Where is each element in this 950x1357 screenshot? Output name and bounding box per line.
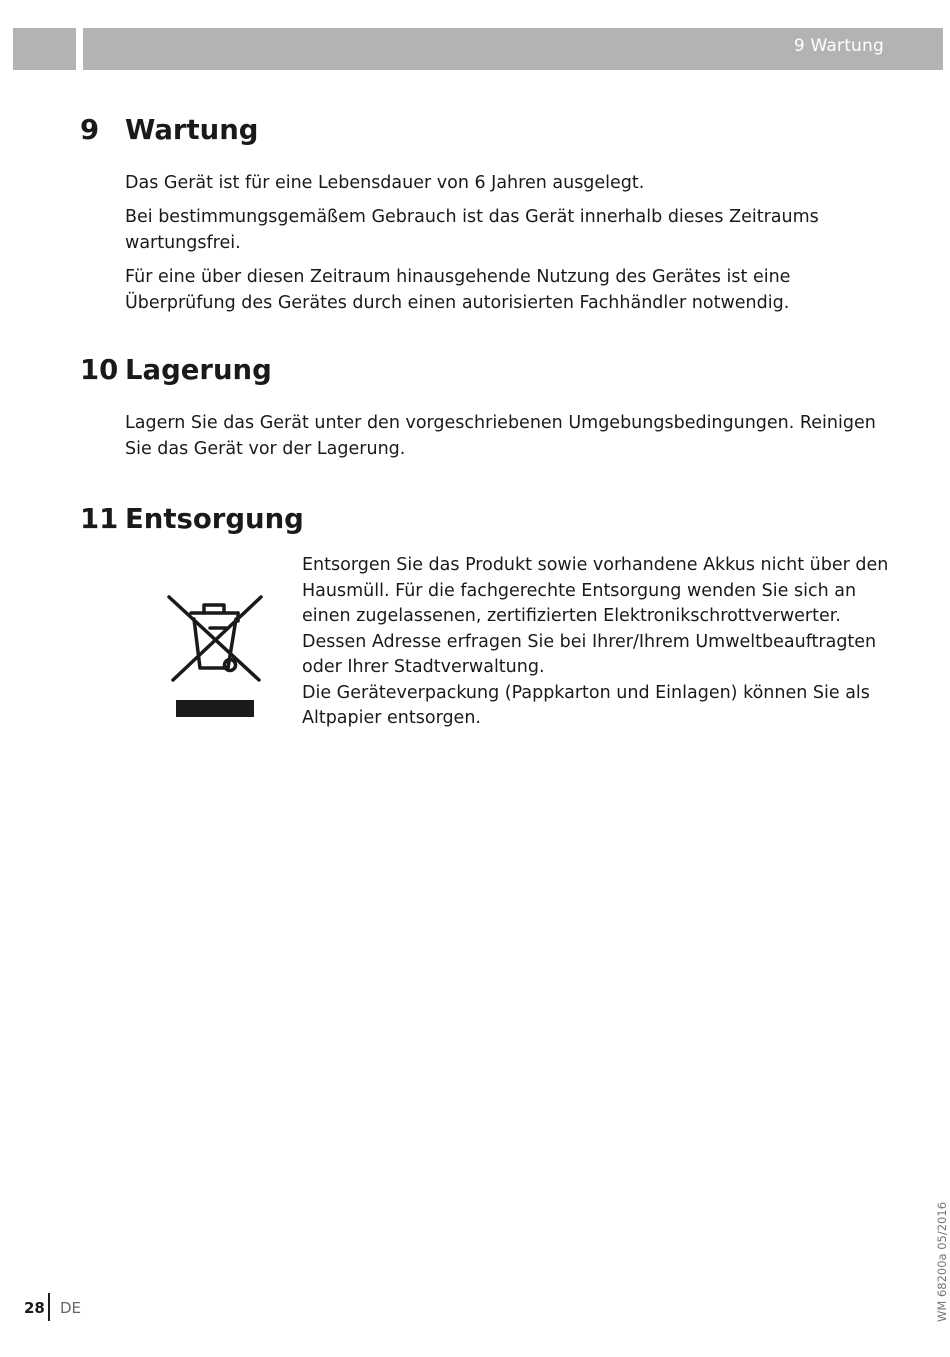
text-line: einen zugelassenen, zertifizierten Elektronikschrottverwerter. [302,606,841,626]
section-title: Lagerung [125,354,272,386]
paragraph: Für eine über diesen Zeitraum hinausgehende Nutzung des Gerätes ist eine Überprüfung des Gerätes durch einen autorisierten Fachhändler notwendig. [125,267,791,313]
text-line: Hausmüll. Für die fachgerechte Entsorgung wenden Sie sich an [302,580,857,601]
text-line: Entsorgen Sie das Produkt sowie vorhandene Akkus nicht über den [302,555,889,575]
running-header-title: 9 Wartung [793,36,884,56]
section-number: 11 [80,503,119,535]
text-line: Altpapier entsorgen. [302,708,481,728]
paragraph: Bei bestimmungsgemäßem Gebrauch ist das Gerät innerhalb dieses Zeitraums wartungsfrei. [125,207,819,253]
text-line: oder Ihrer Stadtverwaltung. [302,657,545,677]
section-heading-lagerung [80,353,272,387]
paragraph: Lagern Sie das Gerät unter den vorgeschriebenen Umgebungsbedingungen. Reinigen Sie das Gerät vor der Lagerung. [125,413,876,459]
disposal-text [302,553,922,732]
section-title: Wartung [125,114,259,146]
footer-divider [48,1293,50,1321]
section-heading-wartung [80,113,258,147]
language-code: DE [60,1299,82,1317]
crossed-out-wheelie-bin-icon [166,594,266,718]
section-number: 10 [80,354,119,386]
section-number: 9 [80,114,100,146]
section-heading-entsorgung [80,502,304,536]
text-line: Die Geräteverpackung (Pappkarton und Einlagen) können Sie als [302,682,870,703]
document-reference: WM 68200a 05/2016 [935,1201,949,1322]
paragraph: Das Gerät ist für eine Lebensdauer von 6 Jahren ausgelegt. [125,173,645,193]
page-number: 28 [24,1299,45,1317]
section-title: Entsorgung [125,503,304,535]
header-block-left [13,28,76,70]
text-line: Dessen Adresse erfragen Sie bei Ihrer/Ihrem Umweltbeauftragten [302,631,877,652]
